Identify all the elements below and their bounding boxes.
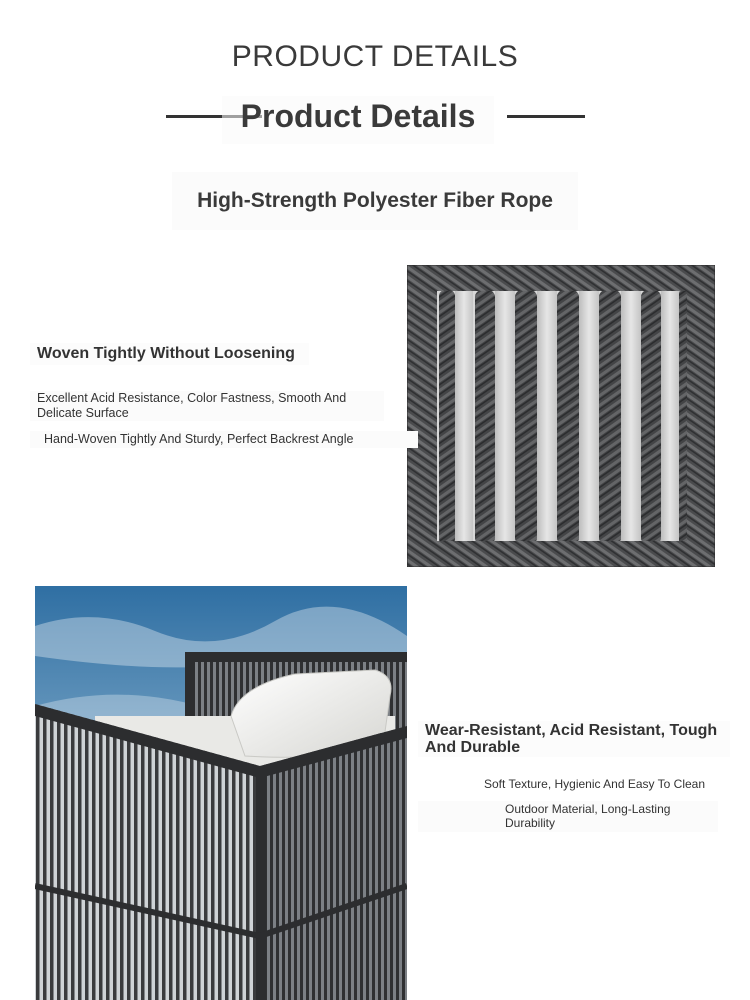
feature-weave-title: Woven Tightly Without Loosening: [30, 343, 309, 365]
woven-rope-closeup-icon: [407, 265, 715, 567]
feature-durable-title: Wear-Resistant, Acid Resistant, Tough And Durable: [418, 721, 730, 757]
page-title: PRODUCT DETAILS: [231, 40, 519, 73]
rope-lounge-chair-icon: [35, 586, 407, 1000]
title-rule-right: [507, 115, 585, 118]
material-label: High-Strength Polyester Fiber Rope: [172, 172, 578, 230]
feature-durable-line2: Outdoor Material, Long-Lasting Durability: [418, 801, 718, 832]
section-title: Product Details: [222, 96, 494, 144]
feature-durable-line1: Soft Texture, Hygienic And Easy To Clean: [484, 777, 706, 791]
feature-weave-line1: Excellent Acid Resistance, Color Fastness, Smooth And Delicate Surface: [30, 391, 384, 421]
feature-weave-line2: Hand-Woven Tightly And Sturdy, Perfect Backrest Angle: [30, 431, 418, 448]
